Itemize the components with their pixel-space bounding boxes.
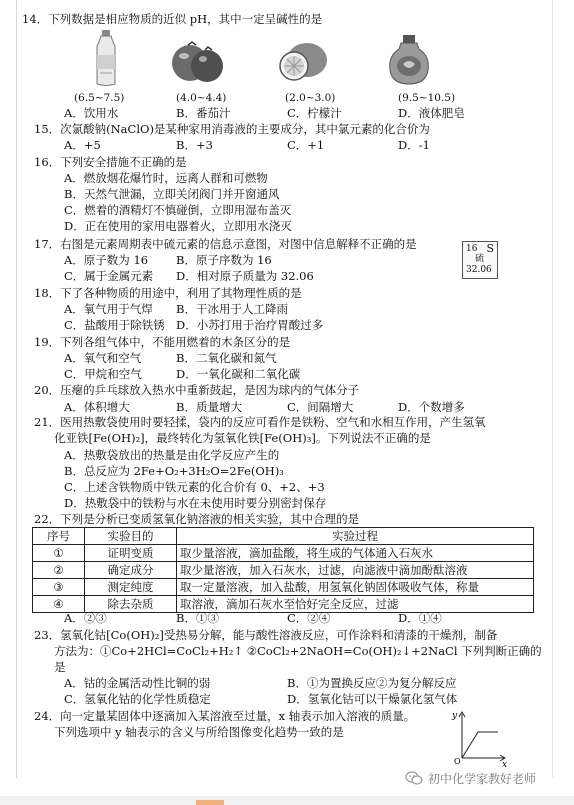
q21-option-a: A．热敷袋放出的热量是由化学反应产生的 [64, 448, 280, 462]
q14-range-c: (2.0~3.0) [285, 92, 336, 104]
q14-range-d: (9.5~10.5) [398, 92, 456, 104]
q15-option-c: C．+1 [287, 138, 325, 152]
col-header-index: 序号 [33, 528, 85, 545]
col-header-purpose: 实验目的 [85, 528, 177, 545]
table-row [33, 562, 534, 579]
page-right-border [552, 0, 553, 778]
x-axis-label: x [502, 760, 508, 770]
q14-range-a: (6.5~7.5) [74, 92, 125, 104]
q22-experiment-table [32, 527, 534, 613]
q14-option-b: B．番茄汁 [176, 106, 231, 120]
element-symbol: S [486, 242, 494, 255]
q18-option-c: C．盐酸用于除铁锈 [64, 318, 165, 332]
q19-stem: 19．下列各组气体中，不能用燃着的木条区分的是 [34, 335, 291, 349]
q22-option-c: C．②④ [287, 611, 331, 625]
q18-option-a: A．氧气用于气焊 [64, 302, 153, 316]
q19-option-d: D．一氧化碳和二氧化碳 [176, 367, 301, 381]
q23-option-a: A．钴的金属活动性比铜的弱 [64, 676, 211, 690]
q17-stem: 17．右图是元素周期表中硫元素的信息示意图，对图中信息解释不正确的是 [34, 237, 417, 251]
y-axis-label: y [452, 711, 458, 721]
bottom-strip-accent [196, 800, 224, 805]
q18-option-d: D．小苏打用于治疗胃酸过多 [176, 318, 324, 332]
element-mass: 32.06 [466, 265, 492, 275]
q21-option-b: B．总反应为 2Fe+O₂+3H₂O=2Fe(OH)₃ [64, 464, 284, 478]
q19-option-a: A．氧气和空气 [64, 351, 142, 365]
q23-option-b: B．①为置换反应②为复分解反应 [287, 676, 457, 690]
trend-curve [462, 732, 498, 758]
q22-option-b: B．①③ [176, 611, 219, 625]
q14-stem: 14．下列数据是相应物质的近似 pH，其中一定呈碱性的是 [22, 12, 323, 26]
water-bottle-image [92, 29, 120, 87]
q17-option-a: A．原子数为 16 [64, 253, 149, 267]
q18-stem: 18．下了各种物质的用途中，利用了其物理性质的是 [34, 286, 302, 300]
q14-range-b: (4.0~4.4) [176, 92, 227, 104]
q20-option-c: C．间隔增大 [287, 400, 354, 414]
q23-stem-line1: 23．氢氧化钴[Co(OH)₂]受热易分解，能与酸性溶液反应，可作涂料和清漆的干燥剂，制备 [34, 628, 498, 642]
col-header-process: 实验过程 [177, 528, 534, 545]
q20-option-a: A．体积增大 [64, 400, 130, 414]
q17-option-b: B．原子序数为 16 [176, 253, 272, 267]
bottom-strip [0, 796, 574, 805]
table-row [33, 596, 534, 613]
element-name: 硫 [475, 254, 485, 264]
row-process: 取溶液，滴加石灰水至恰好完全反应，过滤 [177, 596, 534, 613]
tomato-image [170, 36, 226, 84]
row-index: ② [33, 562, 85, 579]
q22-option-d: D．①④ [398, 611, 442, 625]
q19-option-c: C．甲烷和空气 [64, 367, 142, 381]
element-number: 16 [466, 244, 478, 254]
q16-option-a: A．燃放烟花爆竹时，远离人群和可燃物 [64, 171, 268, 185]
q23-option-c: C．氢氧化钴的化学性质稳定 [64, 692, 211, 706]
row-purpose: 测定纯度 [85, 579, 177, 596]
row-index: ③ [33, 579, 85, 596]
q20-stem: 20．压瘪的乒乓球放入热水中重新鼓起，是因为球内的气体分子 [34, 383, 360, 397]
q15-option-d: D．-1 [398, 138, 430, 152]
watermark-text: 初中化学家教好老师 [428, 772, 537, 786]
q23-stem-line3: 是 [54, 660, 66, 674]
q23-stem-line2: 方法为：①Co+2HCl=CoCl₂+H₂↑ ②CoCl₂+2NaOH=Co(OH)₂↓+2NaCl 下列判断正确的 [54, 644, 542, 658]
q14-option-a: A．饮用水 [64, 106, 119, 120]
lemon-image [277, 38, 329, 84]
liquid-soap-image [386, 34, 432, 86]
q17-option-c: C．属于金属元素 [64, 269, 154, 283]
row-purpose: 确定成分 [85, 562, 177, 579]
q14-option-d: D．液体肥皂 [398, 106, 465, 120]
q20-option-d: D．个数增多 [398, 400, 465, 414]
q14-option-c: C．柠檬汁 [287, 106, 342, 120]
origin-label: O [454, 757, 461, 766]
q21-option-c: C．上述含铁物质中铁元素的化合价有 0、+2、+3 [64, 480, 325, 494]
row-purpose: 证明变质 [85, 545, 177, 562]
q21-stem-line2: 化亚铁[Fe(OH)₂]，最终转化为氢氧化铁[Fe(OH)₃]。下列说法不正确的是 [54, 431, 431, 445]
q22-option-a: A．②③ [64, 611, 107, 625]
q17-option-d: D．相对原子质量为 32.06 [176, 269, 314, 283]
page-left-border [16, 0, 17, 778]
q16-option-b: B．天然气泄漏，立即关闭阀门并开窗通风 [64, 187, 280, 201]
sulfur-element-card [462, 241, 498, 279]
q19-option-b: B．二氧化碳和氮气 [176, 351, 277, 365]
q16-stem: 16．下列安全措施不正确的是 [34, 155, 187, 169]
q21-option-d: D．热敷袋中的铁粉与水在未使用时要分别密封保存 [64, 496, 327, 510]
q23-option-d: D．氢氧化钴可以干燥氯化氢气体 [287, 692, 458, 706]
q24-stem-line2: 下列选项中 y 轴表示的含义与所给图像变化趋势一致的是 [54, 725, 344, 739]
q20-option-b: B．质量增大 [176, 400, 242, 414]
q15-option-a: A．+5 [64, 138, 101, 152]
row-process: 取少量溶液，滴加盐酸，将生成的气体通入石灰水 [177, 545, 534, 562]
q18-option-b: B．干冰用于人工降雨 [176, 302, 288, 316]
q22-stem: 22．下列是分析已变质氢氧化钠溶液的相关实验，其中合理的是 [34, 512, 360, 526]
row-process: 取少量溶液，加入石灰水，过滤，向滤液中滴加酚酞溶液 [177, 562, 534, 579]
q15-option-b: B．+3 [176, 138, 213, 152]
row-index: ④ [33, 596, 85, 613]
q16-option-d: D．正在使用的家用电器着火，立即用水浇灭 [64, 219, 292, 233]
table-row [33, 545, 534, 562]
table-header-row [33, 528, 534, 545]
q21-stem-line1: 21．医用热敷袋使用时要轻揉，袋内的反应可看作是铁粉、空气和水相互作用，产生氢氧 [34, 415, 486, 429]
row-process: 取一定量溶液，加入盐酸，用氢氧化钠固体吸收气体，称量 [177, 579, 534, 596]
wechat-icon [405, 771, 423, 785]
row-purpose: 除去杂质 [85, 596, 177, 613]
q24-trend-graph [450, 708, 510, 770]
row-index: ① [33, 545, 85, 562]
q15-stem: 15．次氯酸钠(NaClO)是某种家用消毒液的主要成分，其中氯元素的化合价为 [34, 122, 430, 136]
table-row [33, 579, 534, 596]
q16-option-c: C．燃着的酒精灯不慎碰倒，立即用湿布盖灭 [64, 203, 292, 217]
q24-stem-line1: 24．向一定量某固体中逐滴加入某溶液至过量，x 轴表示加入溶液的质量。 [34, 709, 416, 723]
